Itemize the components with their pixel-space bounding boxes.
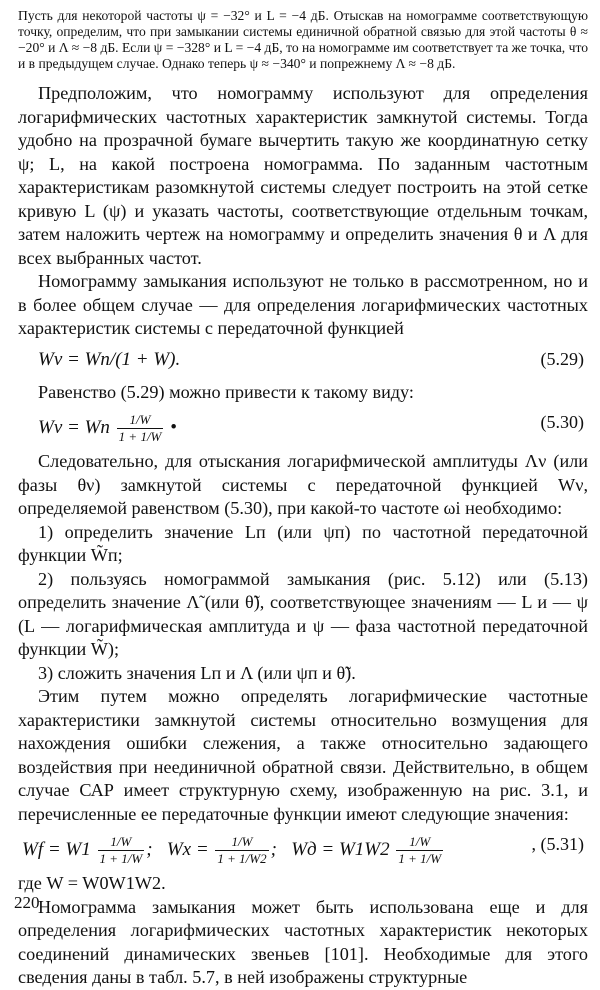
step-3: 3) сложить значения Lп и Λ (или ψп и θ̃). <box>38 662 356 683</box>
note-paragraph: Пусть для некоторой частоты ψ = −32° и L = −4 дБ. Отыскав на номограмме соответствующую точку, определим, что при замыкании системы единичной обратной связью для этой частоты θ ≈ −20° и Λ ≈ −8 дБ. Если ψ = −328° и L = −4 дБ, то на номограмме им соответствует та же точка, что и в предыдущем случае. Однако теперь ψ ≈ −340° и попрежнему Λ ≈ −8 дБ. <box>18 8 588 71</box>
page-body <box>18 8 588 990</box>
equation-5-29 <box>18 341 588 381</box>
paragraph-6: Номограмма замыкания может быть использована еще и для определения логарифмических частотных характеристик некоторых соединений динамических звеньев [101]. Необходимые для этого сведения даны в табл. 5.7, в ней изображены структурные <box>18 896 588 987</box>
equation-5-29-expr: Wν = Wп/(1 + W). <box>38 348 181 370</box>
eq-531-part2-fraction <box>215 834 268 867</box>
eq-531-part3-num: 1/W <box>396 834 443 851</box>
eq-530-denominator: 1 + 1/W <box>118 429 162 444</box>
equation-5-30 <box>18 404 588 450</box>
paragraph-1: Предположим, что номограмму используют для определения логарифмических частотных характеристик замкнутой системы. Тогда удобно на прозрачной бумаге вычертить такую же координатную сетку ψ; L, на какой построена номограмма. По заданным частотным характеристикам разомкнутой системы следует построить на этой сетке кривую L (ψ) и указать частоты, соответствующие отдельным точкам, затем наложить чертеж на номограмму и определить значения θ и Λ для всех выбранных частот. <box>18 83 588 268</box>
eq-531-part1-fraction <box>98 834 145 867</box>
where-line: где W = W0W1W2. <box>18 873 166 893</box>
eq-530-tail: • <box>170 416 177 438</box>
paragraph-5: Этим путем можно определять логарифмические частотные характеристики замкнутой системы относительно возмущения для нахождения ошибки слежения, а также относительно задающего воздействия при неединичной обратной связи. Действительно, в общем случае САР имеет структурную схему, изображенную на рис. 3.1, и перечисленные ее передаточные функции имеют следующие значения: <box>18 686 588 824</box>
eq-531-part1-num: 1/W <box>98 834 145 851</box>
paragraph-2: Номограмму замыкания используют не только в рассмотренном, но и в более общем случае — для определения логарифмических частотных характеристик системы с передаточной функцией <box>18 271 588 338</box>
paragraph-4: Следовательно, для отыскания логарифмической амплитуды Λν (или фазы θν) замкнутой системы с передаточной функцией Wν, определяемой равенством (5.30), при какой-то частоте ωi необходимо: <box>18 451 588 518</box>
eq-530-lhs: Wν = Wп <box>38 416 110 438</box>
eq-531-part1-den: 1 + 1/W <box>99 851 143 866</box>
step-2: 2) пользуясь номограммой замыкания (рис. 5.12) или (5.13) определить значение Λ̃ (или θ̃), соответствующее значениям — L и — ψ (L — логарифмическая амплитуда и ψ — фаза частотной передаточной функции W̃); <box>18 568 588 659</box>
eq-531-part3-den: 1 + 1/W <box>398 851 442 866</box>
equation-5-30-expr <box>38 412 177 445</box>
equation-5-31-number: , (5.31) <box>531 834 584 854</box>
eq-530-numerator: 1/W <box>117 412 164 429</box>
eq-530-fraction <box>117 412 164 445</box>
equation-5-29-number: (5.29) <box>540 348 584 369</box>
equation-5-30-number: (5.30) <box>540 412 584 432</box>
step-1: 1) определить значение Lп (или ψп) по частотной передаточной функции W̃п; <box>18 521 588 565</box>
equation-5-31 <box>18 826 588 872</box>
eq-531-part2-den: 1 + 1/W2 <box>217 851 267 866</box>
paragraph-3: Равенство (5.29) можно привести к такому виду: <box>38 381 414 402</box>
eq-531-part2-lhs: Wx = <box>166 838 209 860</box>
eq-531-part2-num: 1/W <box>215 834 268 851</box>
eq-531-part1-lhs: Wf = W1 <box>22 838 91 860</box>
page-number: 220 <box>14 893 40 912</box>
equation-5-31-expr: Wf = W1 $\frac{1/W}{1 + 1/W}$ ; Wx = $\frac{1/W}{1 + 1/W2}$ ; Wд = W1W2 $\frac{1/W}{1 + 1/W}$ <box>22 834 442 866</box>
eq-531-part3-lhs: Wд = W1W2 <box>291 838 390 860</box>
eq-531-part3-fraction <box>396 834 443 867</box>
